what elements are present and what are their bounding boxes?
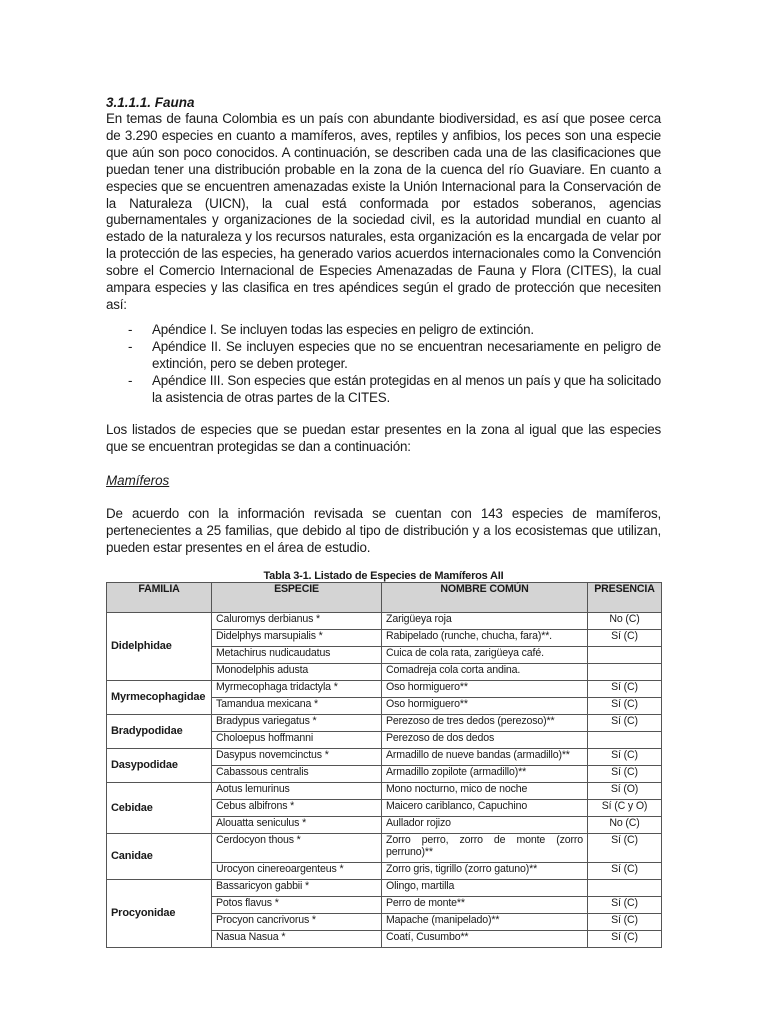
family-cell: Cebidae	[107, 782, 212, 833]
common-name-cell: Perezoso de tres dedos (perezoso)**	[382, 714, 588, 731]
header-especie: ESPECIE	[212, 582, 382, 612]
family-cell: Dasypodidae	[107, 748, 212, 782]
table-row	[107, 782, 662, 799]
presence-cell: Sí (C)	[588, 833, 662, 862]
table-row	[107, 714, 662, 731]
presence-cell: Sí (C y O)	[588, 799, 662, 816]
list-item: - Apéndice II. Se incluyen especies que no se encuentran necesariamente en peligro de extinción, pero se deben proteger.	[128, 338, 661, 371]
species-cell: Bradypus variegatus *	[212, 714, 382, 731]
species-cell: Bassaricyon gabbii *	[212, 879, 382, 896]
common-name-cell: Oso hormiguero**	[382, 697, 588, 714]
presence-cell: Sí (C)	[588, 896, 662, 913]
common-name-cell: Oso hormiguero**	[382, 680, 588, 697]
common-name-cell: Aullador rojizo	[382, 816, 588, 833]
presence-cell: Sí (C)	[588, 930, 662, 947]
common-name-cell: Armadillo zopilote (armadillo)**	[382, 765, 588, 782]
common-name-cell: Olingo, martilla	[382, 879, 588, 896]
family-cell: Didelphidae	[107, 612, 212, 680]
list-item: - Apéndice III. Son especies que están protegidas en al menos un país y que ha solicitado la asistencia de otras partes de la CITES.	[128, 372, 661, 405]
common-name-cell: Perro de monte**	[382, 896, 588, 913]
presence-cell: Sí (C)	[588, 862, 662, 879]
presence-cell: No (C)	[588, 612, 662, 629]
species-cell: Cabassous centralis	[212, 765, 382, 782]
header-familia: FAMILIA	[107, 582, 212, 612]
table-body	[107, 612, 662, 947]
table-row	[107, 748, 662, 765]
presence-cell: Sí (C)	[588, 765, 662, 782]
family-cell: Bradypodidae	[107, 714, 212, 748]
presence-cell	[588, 646, 662, 663]
document-page	[106, 95, 661, 948]
listing-paragraph: Los listados de especies que se puedan estar presentes en la zona al igual que las especies que se encuentran protegidas se dan a continuación:	[106, 422, 661, 455]
presence-cell: Sí (C)	[588, 629, 662, 646]
species-cell: Caluromys derbianus *	[212, 612, 382, 629]
family-cell: Myrmecophagidae	[107, 680, 212, 714]
species-cell: Cebus albifrons *	[212, 799, 382, 816]
table-caption: Tabla 3-1. Listado de Especies de Mamíferos AII	[263, 569, 504, 582]
common-name-cell: Armadillo de nueve bandas (armadillo)**	[382, 748, 588, 765]
table-row	[107, 833, 662, 862]
list-item: - Apéndice I. Se incluyen todas las especies en peligro de extinción.	[128, 321, 534, 337]
presence-cell: Sí (C)	[588, 680, 662, 697]
species-cell: Myrmecophaga tridactyla *	[212, 680, 382, 697]
common-name-cell: Comadreja cola corta andina.	[382, 663, 588, 680]
species-cell: Choloepus hoffmanni	[212, 731, 382, 748]
table-row	[107, 680, 662, 697]
presence-cell: Sí (C)	[588, 748, 662, 765]
presence-cell: Sí (C)	[588, 697, 662, 714]
common-name-cell: Zorro perro, zorro de monte (zorro perruno)**	[382, 833, 588, 862]
species-cell: Urocyon cinereoargenteus *	[212, 862, 382, 879]
section-heading: 3.1.1.1. Fauna	[106, 95, 195, 110]
common-name-cell: Rabipelado (runche, chucha, fara)**.	[382, 629, 588, 646]
species-cell: Dasypus novemcinctus *	[212, 748, 382, 765]
common-name-cell: Coatí, Cusumbo**	[382, 930, 588, 947]
presence-cell: Sí (O)	[588, 782, 662, 799]
appendices-list	[106, 322, 661, 407]
mammals-table	[106, 582, 662, 948]
species-cell: Metachirus nudicaudatus	[212, 646, 382, 663]
presence-cell	[588, 731, 662, 748]
species-cell: Potos flavus *	[212, 896, 382, 913]
species-cell: Tamandua mexicana *	[212, 697, 382, 714]
species-cell: Nasua Nasua *	[212, 930, 382, 947]
species-cell: Aotus lemurinus	[212, 782, 382, 799]
header-presencia: PRESENCIA	[588, 582, 662, 612]
family-cell: Procyonidae	[107, 879, 212, 947]
presence-cell: Sí (C)	[588, 913, 662, 930]
common-name-cell: Mono nocturno, mico de noche	[382, 782, 588, 799]
presence-cell	[588, 879, 662, 896]
species-cell: Cerdocyon thous *	[212, 833, 382, 862]
presence-cell: Sí (C)	[588, 714, 662, 731]
common-name-cell: Perezoso de dos dedos	[382, 731, 588, 748]
common-name-cell: Mapache (manipelado)**	[382, 913, 588, 930]
family-cell: Canidae	[107, 833, 212, 879]
species-cell: Monodelphis adusta	[212, 663, 382, 680]
mammals-paragraph: De acuerdo con la información revisada se cuentan con 143 especies de mamíferos, pertenecientes a 25 familias, que debido al tipo de distribución y a los ecosistemas que utilizan, pueden estar presentes en el área de estudio.	[106, 506, 661, 556]
presence-cell: No (C)	[588, 816, 662, 833]
intro-paragraph: En temas de fauna Colombia es un país con abundante biodiversidad, es así que posee cerca de 3.290 especies en cuanto a mamíferos, aves, reptiles y anfibios, los peces son una especie que aún son poco conocidos. A continuación, se describen cada una de las clasificaciones que puedan tener una distribución probable en la zona de la cuenca del río Guaviare. En cuanto a especies que se encuentren amenazadas existe la Unión Internacional para la Conservación de la Naturaleza (UICN), la cual está conformada por estados soberanos, agencias gubernamentales y organizaciones de la sociedad civil, es la autoridad mundial en cuanto al estado de la naturaleza y los recursos naturales, esta organización es la encargada de velar por la protección de las especies, ha generado varios acuerdos internacionales como la Convención sobre el Comercio Internacional de Especies Amenazadas de Fauna y Flora (CITES), la cual ampara especies y las clasifica en tres apéndices según el grado de protección que necesiten así:	[106, 111, 661, 312]
mammals-title: Mamíferos	[106, 473, 170, 489]
table-row	[107, 612, 662, 629]
common-name-cell: Maicero cariblanco, Capuchino	[382, 799, 588, 816]
common-name-cell: Zarigüeya roja	[382, 612, 588, 629]
species-cell: Procyon cancrivorus *	[212, 913, 382, 930]
species-cell: Didelphys marsupialis *	[212, 629, 382, 646]
species-cell: Alouatta seniculus *	[212, 816, 382, 833]
common-name-cell: Cuica de cola rata, zarigüeya café.	[382, 646, 588, 663]
presence-cell	[588, 663, 662, 680]
table-row	[107, 879, 662, 896]
common-name-cell: Zorro gris, tigrillo (zorro gatuno)**	[382, 862, 588, 879]
header-nombre-comun: NOMBRE COMÚN	[382, 582, 588, 612]
